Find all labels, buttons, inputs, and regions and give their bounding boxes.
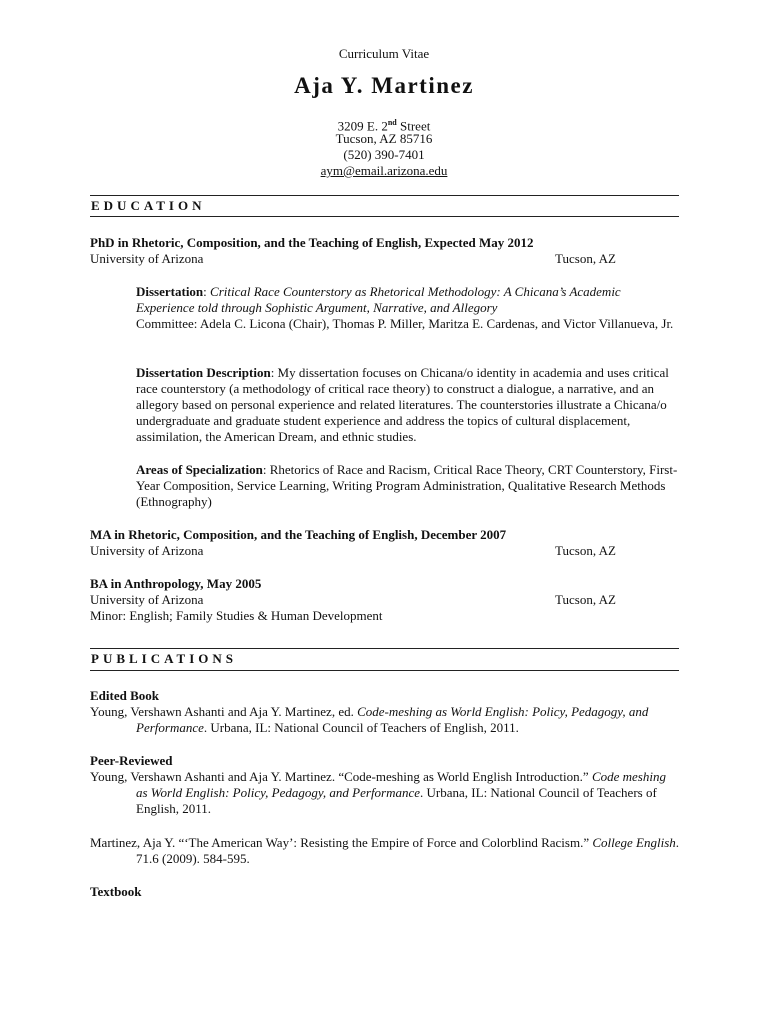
committee-text: Committee: Adela C. Licona (Chair), Thomas P. Miller, Maritza E. Cardenas, and Victor Villanueva, Jr.: [136, 316, 674, 331]
section-rule-bottom: [90, 670, 679, 671]
areas-of-specialization: [136, 462, 681, 510]
section-rule-top: [90, 195, 679, 196]
peer-reviewed-citation-1: [90, 769, 680, 817]
ba-location: Tucson, AZ: [555, 592, 616, 607]
section-rule-top: [90, 648, 679, 649]
citation-title: College English: [592, 835, 676, 850]
phd-title: PhD in Rhetoric, Composition, and the Teaching of English, Expected May 2012: [90, 235, 534, 250]
citation-title: Code-meshing as World English: Policy, Pedagogy, and Performance: [136, 704, 649, 735]
edited-book-label: Edited Book: [90, 688, 159, 703]
areas-label: Areas of Specialization: [136, 462, 263, 477]
citation-rest: . 71.6 (2009). 584-595.: [136, 835, 680, 866]
description-text: : My dissertation focuses on Chicana/o identity in academia and uses critical race counterstory (a methodology of critical race theory) to construct a dialogue, a narrative, and an allegory based on personal experience and related literatures. The counterstories illustrate a Chicana/o undergraduate and graduate student experience and address the topics of cultural displacement, assimilation, the American Dream, and ethnic studies.: [136, 365, 669, 444]
doc-label: Curriculum Vitae: [338, 46, 430, 61]
city-line: Tucson, AZ 85716: [335, 131, 433, 146]
address-street: Street: [396, 118, 431, 134]
email-link[interactable]: aym@email.arizona.edu: [320, 163, 448, 178]
ba-title: BA in Anthropology, May 2005: [90, 576, 262, 591]
section-rule-bottom: [90, 216, 679, 217]
ma-title: MA in Rhetoric, Composition, and the Teaching of English, December 2007: [90, 527, 507, 542]
ma-school: University of Arizona: [90, 543, 204, 558]
dissertation-entry: [136, 284, 681, 316]
citation-title: Code meshing as World English: Policy, Pedagogy, and Performance: [136, 769, 666, 800]
citation-authors: Young, Vershawn Ashanti and Aja Y. Martinez, ed.: [90, 704, 358, 719]
textbook-label: Textbook: [90, 884, 142, 899]
citation-authors: Martinez, Aja Y. “‘The American Way’: Resisting the Empire of Force and Colorblind Racism.”: [90, 835, 593, 850]
ba-school: University of Arizona: [90, 592, 204, 607]
phd-school: University of Arizona: [90, 251, 204, 266]
section-heading-publications: PUBLICATIONS: [91, 651, 238, 666]
peer-reviewed-label: Peer-Reviewed: [90, 753, 173, 768]
dissertation-sep: :: [203, 284, 211, 299]
section-heading-education: EDUCATION: [91, 198, 206, 213]
dissertation-title: Critical Race Counterstory as Rhetorical Methodology: A Chicana’s Academic Experience told through Sophistic Argument, Narrative, and Allegory: [136, 284, 621, 315]
address-superscript: nd: [387, 118, 397, 127]
areas-text: : Rhetorics of Race and Racism, Critical Race Theory, CRT Counterstory, First-Year Composition, Service Learning, Writing Program Administration, Qualitative Research Methods (Ethnography): [136, 462, 678, 509]
dissertation-description: [136, 365, 681, 445]
phone-line: (520) 390-7401: [343, 147, 425, 162]
phd-location: Tucson, AZ: [555, 251, 616, 266]
citation-authors: Young, Vershawn Ashanti and Aja Y. Martinez. “Code-meshing as World English Introduction.”: [90, 769, 592, 784]
edited-book-citation: [90, 704, 680, 736]
email-line: [0, 163, 768, 179]
address-number: 3209 E. 2: [337, 118, 388, 134]
page-title: Aja Y. Martinez: [294, 73, 474, 98]
ba-minor: Minor: English; Family Studies & Human Development: [90, 608, 383, 623]
peer-reviewed-citation-2: [90, 835, 680, 867]
citation-rest: . Urbana, IL: National Council of Teachers of English, 2011.: [136, 785, 657, 816]
description-label: Dissertation Description: [136, 365, 271, 380]
dissertation-label: Dissertation: [136, 284, 204, 299]
citation-rest: . Urbana, IL: National Council of Teachers of English, 2011.: [203, 720, 519, 735]
ma-location: Tucson, AZ: [555, 543, 616, 558]
